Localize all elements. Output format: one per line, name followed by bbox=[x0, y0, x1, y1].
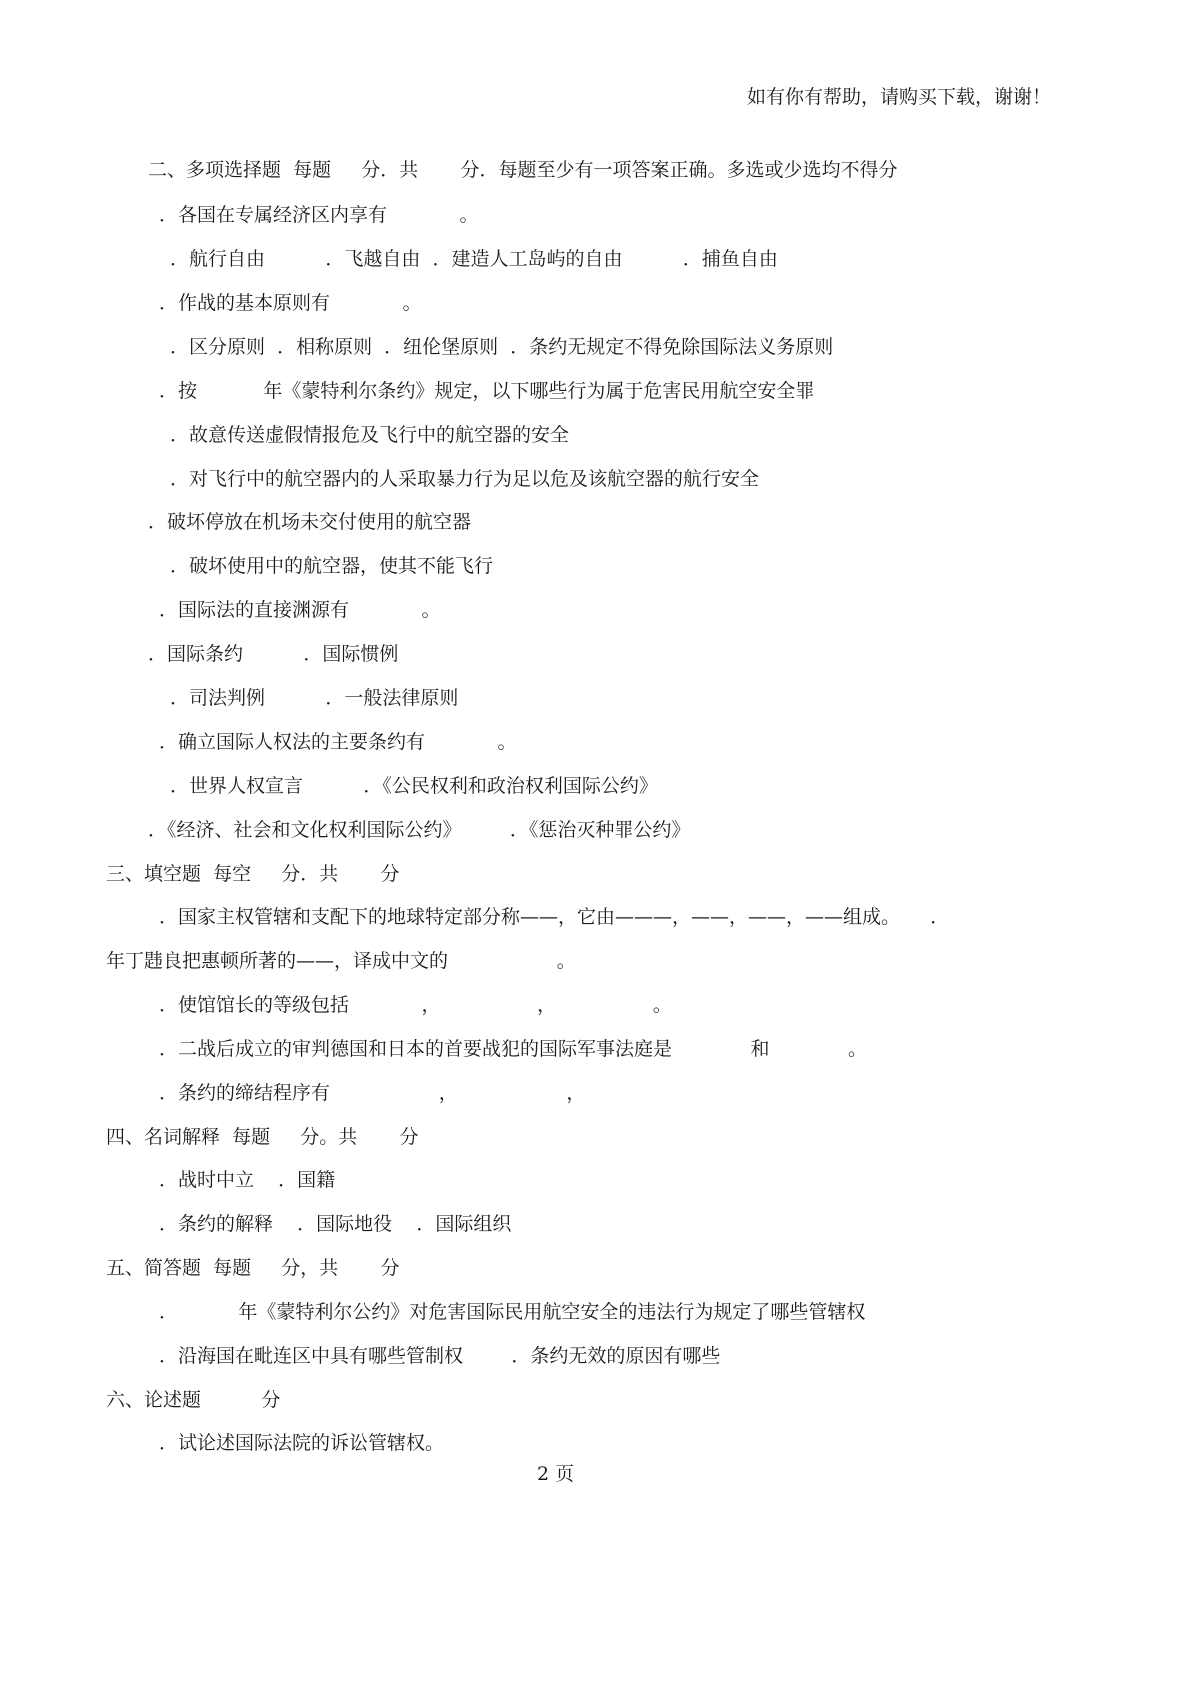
question-line: ． 年《蒙特利尔公约》对危害国际民用航空安全的违法行为规定了哪些管辖权 bbox=[159, 1301, 866, 1323]
question-line: ．战时中立 ．国籍 bbox=[159, 1169, 336, 1191]
question-line: ．国际法的直接渊源有 。 bbox=[159, 599, 441, 621]
question-line: ．使馆馆长的等级包括 ， ， 。 bbox=[159, 994, 672, 1016]
section-title-essay: 六、论述题 分 bbox=[106, 1389, 281, 1411]
question-line: ．沿海国在毗连区中具有哪些管制权 ．条约无效的原因有哪些 bbox=[159, 1345, 721, 1367]
section-title-fill-in: 三、填空题 每空 分．共 分 bbox=[106, 863, 400, 885]
question-line: ．国家主权管辖和支配下的地球特定部分称——，它由———，——，——，——组成。 ． bbox=[159, 906, 950, 928]
option-line: ．国际条约 ．国际惯例 bbox=[148, 643, 399, 665]
question-line: ．条约的解释 ．国际地役 ．国际组织 bbox=[159, 1213, 512, 1235]
option-line: ．司法判例 ．一般法律原则 bbox=[170, 687, 459, 709]
question-line: ．作战的基本原则有 。 bbox=[159, 292, 422, 314]
option-line: ．故意传送虚假情报危及飞行中的航空器的安全 bbox=[170, 424, 570, 446]
question-line: ．二战后成立的审判德国和日本的首要战犯的国际军事法庭是 和 。 bbox=[159, 1038, 868, 1060]
option-line: ．区分原则 ．相称原则 ．纽伦堡原则 ．条约无规定不得免除国际法义务原则 bbox=[170, 336, 834, 358]
page-header: 如有你有帮助，请购买下载，谢谢！ bbox=[747, 86, 1052, 108]
question-line: ．试论述国际法院的诉讼管辖权。 bbox=[159, 1432, 445, 1454]
question-line: ．条约的缔结程序有 ， ， bbox=[159, 1082, 586, 1104]
option-line: ．航行自由 ．飞越自由 ．建造人工岛屿的自由 ．捕鱼自由 bbox=[170, 248, 778, 270]
question-line: ．按 年《蒙特利尔条约》规定，以下哪些行为属于危害民用航空安全罪 bbox=[159, 380, 815, 402]
option-line: ．破坏使用中的航空器，使其不能飞行 bbox=[170, 555, 494, 577]
option-line: ．破坏停放在机场未交付使用的航空器 bbox=[148, 511, 472, 533]
section-title-definitions: 四、名词解释 每题 分。共 分 bbox=[106, 1126, 419, 1148]
question-line: ．确立国际人权法的主要条约有 。 bbox=[159, 731, 517, 753]
option-line: ．对飞行中的航空器内的人采取暴力行为足以危及该航空器的航行安全 bbox=[170, 468, 760, 490]
question-line: ．各国在专属经济区内享有 。 bbox=[159, 204, 479, 226]
option-line: ．世界人权宣言 ．《公民权利和政治权利国际公约》 bbox=[170, 775, 658, 797]
section-title-short-answer: 五、简答题 每题 分，共 分 bbox=[106, 1257, 400, 1279]
page-number: 2 页 bbox=[537, 1463, 575, 1485]
section-title-multiple-choice: 二、多项选择题 每题 分．共 分．每题至少有一项答案正确。多选或少选均不得分 bbox=[148, 159, 898, 181]
option-line: ．《经济、社会和文化权利国际公约》 ．《惩治灭种罪公约》 bbox=[148, 819, 691, 841]
question-line: 年丁韪良把惠顿所著的——，译成中文的 。 bbox=[106, 950, 576, 972]
